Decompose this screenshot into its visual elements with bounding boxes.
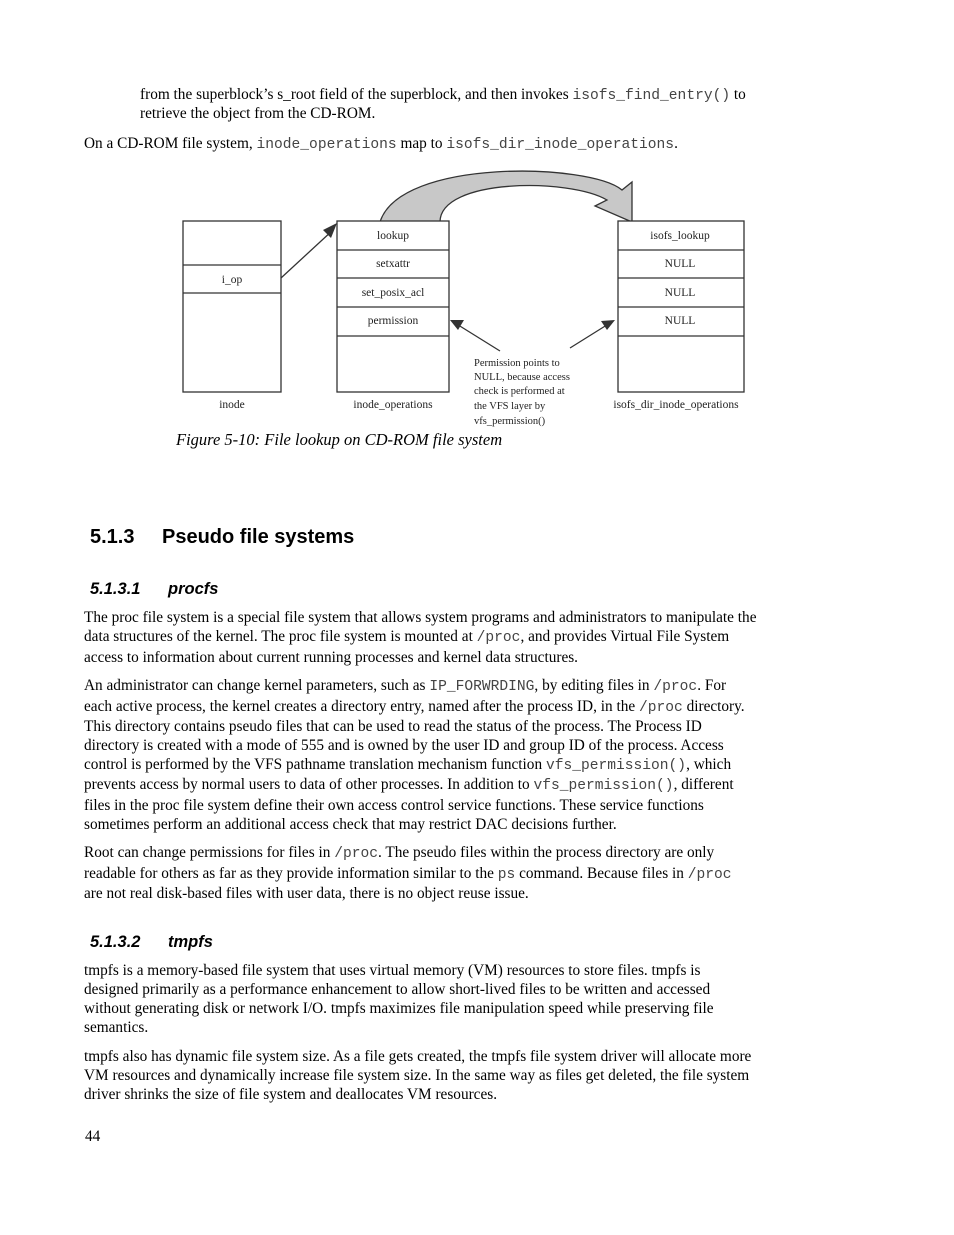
subsection-title: procfs	[168, 580, 219, 598]
procfs-p2-l8: sometimes perform an additional access check that may restrict DAC decisions further.	[84, 816, 617, 833]
tmpfs-p2-l3: driver shrinks the size of file system and deallocates VM resources.	[84, 1086, 498, 1103]
text: . The pseudo files within the process directory are only	[378, 844, 715, 861]
subsection-number: 5.1.3.2	[90, 933, 141, 951]
procfs-p2-l7: files in the proc file system define their own access control service functions. These service functions	[84, 797, 704, 814]
procfs-p3-l1	[84, 843, 714, 865]
text: each active process, the kernel creates a directory entry, named after the process ID, in the	[84, 698, 639, 715]
code-proc: /proc	[476, 630, 521, 646]
procfs-heading	[90, 578, 218, 600]
arrow-head-permission	[450, 320, 464, 330]
note-line-1: Permission points to	[474, 358, 560, 369]
isofs-field-null-3: NULL	[664, 315, 696, 327]
code-proc: /proc	[638, 700, 683, 716]
text: , different	[673, 776, 734, 793]
text: map to	[396, 135, 447, 152]
section-title: Pseudo file systems	[162, 526, 355, 548]
procfs-p2-l6	[84, 775, 734, 797]
procfs-p2-l4: directory is created with a mode of 555 and is owned by the user ID and group ID of the process. Access	[84, 737, 724, 754]
subsection-title: tmpfs	[168, 933, 213, 951]
ops-field-setxattr: setxattr	[376, 258, 410, 270]
text: . For	[697, 677, 727, 694]
text: control is performed by the VFS pathname translation mechanism function	[84, 756, 546, 773]
text: , by editing files in	[534, 677, 654, 694]
text: readable for others as far as they provide information similar to the	[84, 865, 498, 882]
ops-field-set-posix-acl: set_posix_acl	[361, 287, 425, 299]
tmpfs-p1-l2: designed primarily as a performance enhancement to allow short-lived files to be written and accessed	[84, 981, 711, 998]
tmpfs-heading	[90, 931, 213, 953]
inode-box-label: inode	[219, 399, 245, 411]
note-line-3: check is performed at	[474, 386, 565, 397]
ops-box-label: inode_operations	[353, 399, 433, 411]
code-proc: /proc	[653, 679, 698, 695]
tmpfs-p1-l3: without generating disk or network I/O. tmpfs maximizes file manipulation speed while preserving file	[84, 1000, 714, 1017]
tmpfs-p2-l2: VM resources and dynamically increase file system size. In the same way as files get deleted, the file system	[84, 1067, 750, 1084]
tmpfs-p1-l1: tmpfs is a memory-based file system that uses virtual memory (VM) resources to store files. tmpfs is	[84, 962, 701, 979]
code-proc: /proc	[687, 867, 732, 883]
section-heading	[90, 524, 354, 550]
code-vfs-permission: vfs_permission()	[533, 778, 674, 794]
curved-arrow	[380, 171, 632, 222]
ops-field-permission: permission	[367, 315, 419, 327]
procfs-p1-l1: The proc file system is a special file system that allows system programs and administrators to manipulate the	[84, 609, 757, 626]
arrow-head-iop	[323, 223, 337, 238]
subsection-number: 5.1.3.1	[90, 580, 141, 598]
text: data structures of the kernel. The proc file system is mounted at	[84, 628, 477, 645]
note-line-2: NULL, because access	[474, 372, 570, 383]
code-vfs-permission: vfs_permission()	[545, 758, 687, 774]
arrow-head-null	[601, 320, 615, 330]
para-inode-operations	[84, 134, 678, 156]
isofs-field-lookup: isofs_lookup	[650, 230, 710, 242]
section-number: 5.1.3	[90, 526, 135, 548]
procfs-p2-l2	[84, 697, 745, 719]
tmpfs-p2-l1: tmpfs also has dynamic file system size. As a file gets created, the tmpfs file system driver will allocate more	[84, 1048, 752, 1065]
text: , and provides Virtual File System	[520, 628, 730, 645]
figure-caption: Figure 5-10: File lookup on CD-ROM file system	[176, 430, 503, 449]
code-inode-operations: inode_operations	[256, 137, 397, 153]
procfs-p2-l3: This directory contains pseudo files that can be used to read the status of the process. The Process ID	[84, 718, 702, 735]
file-lookup-diagram	[170, 168, 760, 430]
procfs-p1-l2	[84, 627, 729, 649]
text: prevents access by normal users to data of other processes. In addition to	[84, 776, 534, 793]
ops-field-lookup: lookup	[377, 230, 409, 242]
inode-field-iop: i_op	[221, 274, 243, 286]
text: command. Because files in	[515, 865, 688, 882]
code-isofs-dir-inode-operations: isofs_dir_inode_operations	[446, 137, 675, 153]
page-number: 44	[85, 1128, 101, 1145]
inode-box	[183, 221, 281, 392]
procfs-p2-l5	[84, 755, 731, 777]
procfs-p3-l2	[84, 864, 732, 886]
code-isofs-find-entry: isofs_find_entry()	[572, 88, 731, 104]
isofs-field-null-2: NULL	[664, 287, 696, 299]
code-ps: ps	[497, 867, 516, 883]
text: , which	[686, 756, 732, 773]
text: On a CD-ROM file system,	[84, 135, 257, 152]
intro-line-2: retrieve the object from the CD-ROM.	[140, 105, 376, 122]
procfs-p3-l3: are not real disk-based files with user data, there is no object reuse issue.	[84, 885, 529, 902]
code-proc: /proc	[334, 846, 379, 862]
text: .	[674, 135, 678, 152]
note-line-5: vfs_permission()	[474, 416, 546, 427]
text: An administrator can change kernel parameters, such as	[84, 677, 430, 694]
note-line-4: the VFS layer by	[474, 401, 546, 412]
procfs-p1-l3: access to information about current running processes and kernel data structures.	[84, 649, 579, 666]
procfs-p2-l1	[84, 676, 726, 698]
isofs-field-null-1: NULL	[664, 258, 696, 270]
text: directory.	[682, 698, 745, 715]
code-ip-forwrding: IP_FORWRDING	[429, 679, 535, 695]
isofs-box-label: isofs_dir_inode_operations	[613, 399, 739, 411]
intro-text: to	[730, 86, 746, 103]
intro-text: from the superblock’s s_root field of the superblock, and then invokes	[140, 86, 573, 103]
text: Root can change permissions for files in	[84, 844, 335, 861]
tmpfs-p1-l4: semantics.	[84, 1019, 149, 1036]
